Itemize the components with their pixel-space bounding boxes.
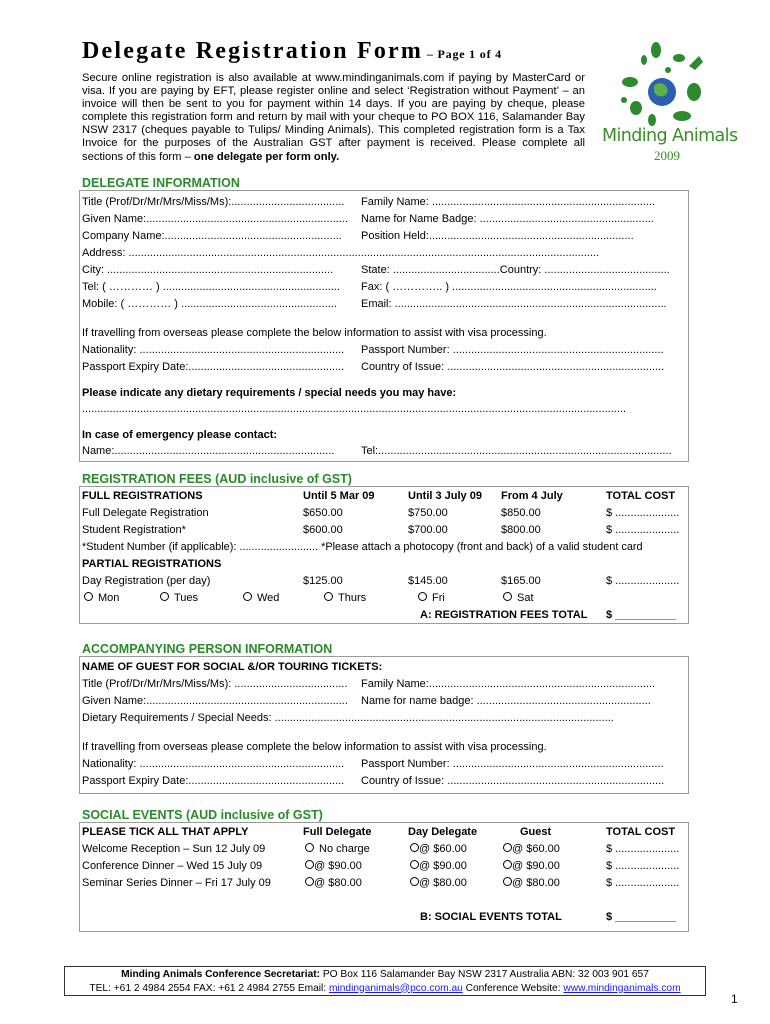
emergency-label: In case of emergency please contact: [82,429,278,441]
fee-value: $800.00 [501,524,541,536]
social-heading: SOCIAL EVENTS (AUD inclusive of GST) [82,808,323,822]
fees-heading: REGISTRATION FEES (AUD inclusive of GST) [82,472,352,486]
guest-badge-field[interactable]: Name for name badge: ......................................................... [361,695,651,707]
logo-text: Minding Animals [602,126,738,146]
footer [64,966,706,996]
social-col-header: PLEASE TICK ALL THAT APPLY [82,826,249,838]
footer-line-1: Minding Animals Conference Secretariat: PO Box 116 Salamander Bay NSW 2317 Australia ABN: 32 003 901 657 [121,969,649,980]
delegate-position-field[interactable]: Position Held:................................................................... [361,230,634,242]
delegate-tel-field[interactable]: Tel: ( ………… ) .......................................................... [82,281,340,293]
accompany-heading: ACCOMPANYING PERSON INFORMATION [82,642,333,656]
fee-value: $165.00 [501,575,541,587]
accompany-subheading: NAME OF GUEST FOR SOCIAL &/OR TOURING TICKETS: [82,661,383,673]
social-col-header: Full Delegate [303,826,372,838]
delegate-passport-field[interactable]: Passport Number: ..................................................................... [361,344,664,356]
dietary-field[interactable]: .................................................................................................................................................................................. [82,403,626,415]
guest-issue-field[interactable]: Country of Issue: ....................................................................... [361,775,665,787]
social-option-day[interactable]: @ $60.00 [410,843,467,855]
fee-row-label: Student Registration* [82,524,186,536]
guest-expiry-field[interactable]: Passport Expiry Date:................................................... [82,775,345,787]
fees-col-header: Until 5 Mar 09 [303,490,375,502]
radio-icon [84,592,93,601]
radio-icon [503,877,512,886]
social-option-guest[interactable]: @ $60.00 [503,843,560,855]
guest-given-field[interactable]: Given Name:.................................................................. [82,695,348,707]
fee-row-label: Full Delegate Registration [82,507,209,519]
radio-icon [160,592,169,601]
radio-icon [305,877,314,886]
fees-col-header: TOTAL COST [606,490,676,502]
dietary-label: Please indicate any dietary requirements / special needs you may have: [82,387,457,399]
delegate-nationality-field[interactable]: Nationality: ................................................................... [82,344,345,356]
guest-passport-field[interactable]: Passport Number: ..................................................................... [361,758,664,770]
fees-col-header: Until 3 July 09 [408,490,482,502]
radio-icon [503,860,512,869]
radio-icon [410,877,419,886]
social-row-label: Conference Dinner – Wed 15 July 09 [82,860,263,872]
fee-total-field[interactable]: $ ..................... [606,524,680,536]
social-total-field[interactable]: $ ..................... [606,860,680,872]
delegate-city-field[interactable]: City: .......................................................................... [82,264,334,276]
social-col-header: Day Delegate [408,826,478,838]
day-option-wed[interactable]: Wed [243,592,279,604]
student-note[interactable]: *Student Number (if applicable): .......................... *Please attach a photocopy (front and back) of a valid student card [82,541,643,553]
delegate-state-field[interactable]: State: ...................................Country: ......................................... [361,264,670,276]
guest-dietary-field[interactable]: Dietary Requirements / Special Needs: ............................................................................................................... [82,712,614,724]
social-option-guest[interactable]: @ $80.00 [503,877,560,889]
guest-overseas-note: If travelling from overseas please complete the below information to assist with visa processing. [82,741,547,753]
delegate-family-field[interactable]: Family Name: ......................................................................... [361,196,655,208]
social-option-full[interactable]: @ $80.00 [305,877,362,889]
email-link[interactable]: mindinganimals@pco.com.au [328,982,463,994]
footer-line-2: TEL: +61 2 4984 2554 FAX: +61 2 4984 2755 Email: mindinganimals@pco.com.au Conference Website: www.mindinganimals.com [89,982,681,994]
radio-icon [305,860,314,869]
fee-value: $125.00 [303,575,343,587]
fee-value: $850.00 [501,507,541,519]
social-col-header: Guest [520,826,552,838]
radio-icon [503,843,512,852]
radio-icon [324,592,333,601]
radio-icon [418,592,427,601]
logo-year: 2009 [654,148,680,163]
delegate-fax-field[interactable]: Fax: ( ………….. ) ................................................................... [361,281,657,293]
day-option-tues[interactable]: Tues [160,592,198,604]
social-row-label: Welcome Reception – Sun 12 July 09 [82,843,266,855]
day-option-thurs[interactable]: Thurs [324,592,366,604]
fee-row-label: Day Registration (per day) [82,575,211,587]
radio-icon [243,592,252,601]
page-title: Delegate Registration Form – Page 1 of 4 [82,38,502,64]
accompany-box [79,656,689,794]
delegate-expiry-field[interactable]: Passport Expiry Date:................................................... [82,361,345,373]
social-option-full[interactable]: @ $90.00 [305,860,362,872]
day-option-mon[interactable]: Mon [84,592,119,604]
delegate-badge-field[interactable]: Name for Name Badge: ......................................................... [361,213,654,225]
radio-icon [410,843,419,852]
fee-value: $600.00 [303,524,343,536]
social-option-day[interactable]: @ $90.00 [410,860,467,872]
delegate-company-field[interactable]: Company Name:.......................................................... [82,230,342,242]
day-option-fri[interactable]: Fri [418,592,445,604]
radio-icon [503,592,512,601]
social-total-label: B: SOCIAL EVENTS TOTAL [420,911,562,923]
radio-icon [305,843,314,852]
social-option-guest[interactable]: @ $90.00 [503,860,560,872]
fee-value: $700.00 [408,524,448,536]
social-total-field[interactable]: $ ..................... [606,877,680,889]
fee-value: $750.00 [408,507,448,519]
fee-total-field[interactable]: $ ..................... [606,507,680,519]
fees-total-label: A: REGISTRATION FEES TOTAL [420,609,588,621]
social-option-full[interactable]: No charge [305,843,370,855]
fee-value: $145.00 [408,575,448,587]
fees-col-header: FULL REGISTRATIONS [82,490,203,502]
social-option-day[interactable]: @ $80.00 [410,877,467,889]
day-option-sat[interactable]: Sat [503,592,534,604]
emergency-name-field[interactable]: Name:........................................................................ [82,445,335,457]
partial-heading: PARTIAL REGISTRATIONS [82,558,222,570]
delegate-overseas-note: If travelling from overseas please complete the below information to assist with visa processing. [82,327,547,339]
guest-nationality-field[interactable]: Nationality: ................................................................... [82,758,345,770]
intro-text: Secure online registration is also available at www.mindinganimals.com if paying by MasterCard or visa. If you are paying by EFT, please register online and select ‘Registration without Payment’ – an invoice will then be sent to you for payment within 14 days. If you are paying by cheque, please complete this registration form and return by mail with your cheque to PO BOX 116, Salamander Bay NSW 2317 (cheques payable to Tulips/ Minding Animals). This completed registration form is a Tax Invoice for the purposes of the Australian GST after payment is received. Please complete all sections of this form – one delegate per form only. [82,72,585,163]
social-total-field[interactable]: $ __________ [606,911,677,923]
delegate-heading: DELEGATE INFORMATION [82,176,240,190]
radio-icon [410,860,419,869]
guest-family-field[interactable]: Family Name:.......................................................................... [361,678,655,690]
social-total-field[interactable]: $ ..................... [606,843,680,855]
page-subtitle: – Page 1 of 4 [423,47,502,61]
intro-bold: one delegate per form only. [190,150,340,163]
social-col-header: TOTAL COST [606,826,676,838]
fees-col-header: From 4 July [501,490,563,502]
delegate-email-field[interactable]: Email: ......................................................................................... [361,298,667,310]
delegate-mobile-field[interactable]: Mobile: ( ………… ) ................................................... [82,298,337,310]
delegate-address-field[interactable]: Address: .......................................................................................................................................................... [82,247,600,259]
page-number: 1 [731,992,738,1006]
social-row-label: Seminar Series Dinner – Fri 17 July 09 [82,877,271,889]
fee-value: $650.00 [303,507,343,519]
delegate-title-field[interactable]: Title (Prof/Dr/Mr/Mrs/Miss/Ms):..................................... [82,196,345,208]
emergency-tel-field[interactable]: Tel:................................................................................................ [361,445,672,457]
delegate-given-field[interactable]: Given Name:.................................................................. [82,213,348,225]
website-link[interactable]: www.mindinganimals.com [563,982,681,994]
guest-title-field[interactable]: Title (Prof/Dr/Mr/Mrs/Miss/Ms): ..................................... [82,678,348,690]
delegate-issue-field[interactable]: Country of Issue: ....................................................................... [361,361,665,373]
fee-total-field[interactable]: $ ..................... [606,575,680,587]
fees-total-field[interactable]: $ __________ [606,609,677,621]
